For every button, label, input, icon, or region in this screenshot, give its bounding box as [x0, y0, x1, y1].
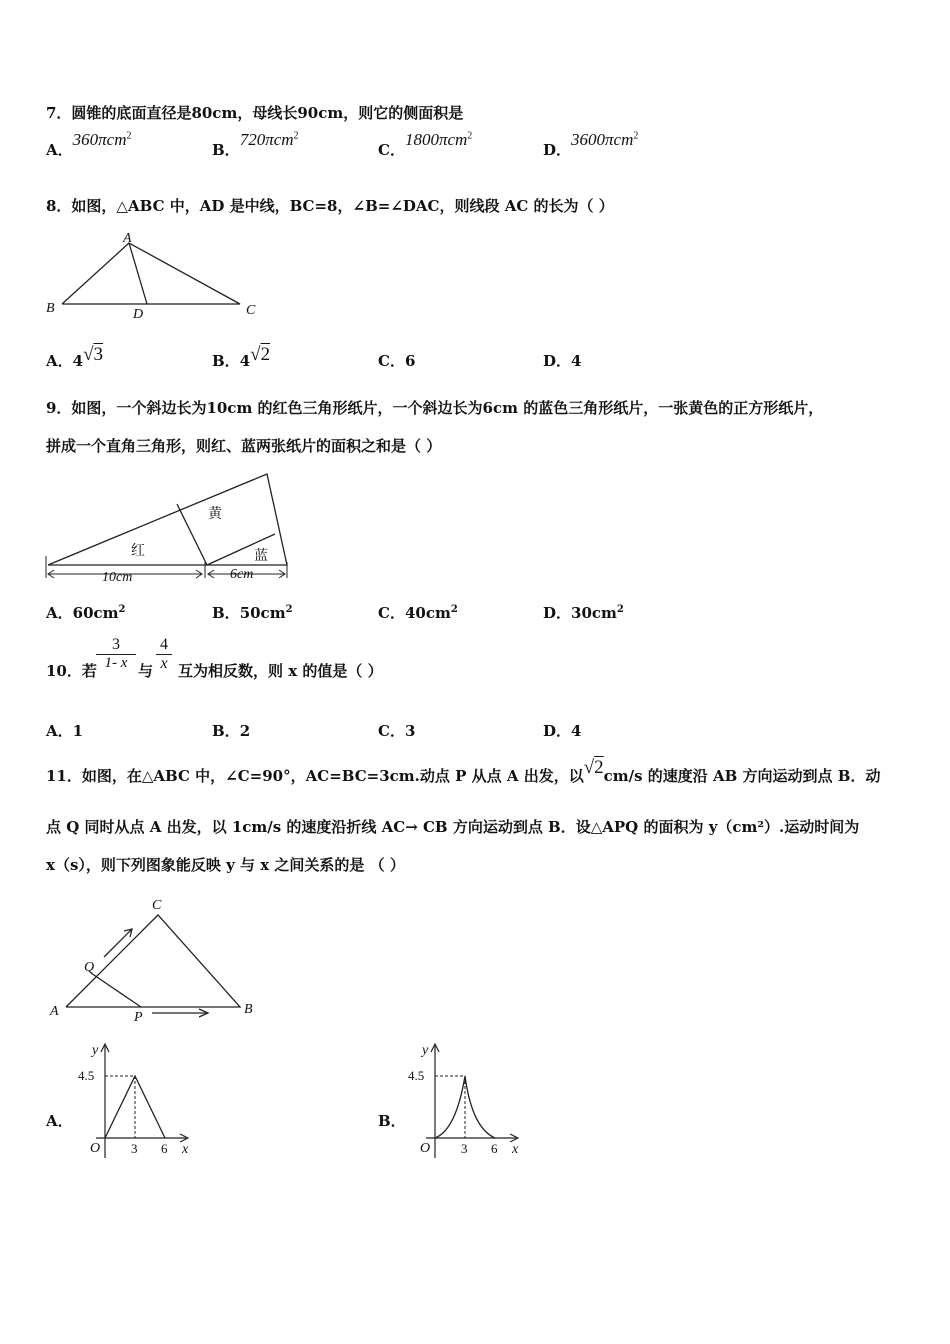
q10-option-b-value: 2 [239, 722, 251, 740]
q10-mid: 与 [138, 662, 154, 680]
q10-fraction-1-numerator: 3 [112, 636, 120, 653]
q10-option-a-label: A． [46, 722, 73, 740]
q7-option-b-label: B． [212, 141, 240, 159]
q11-graph-b-x1: 3 [461, 1141, 468, 1156]
q10-fraction-1-denominator: 1- x [96, 654, 136, 672]
q7-option-d-label: D． [543, 141, 572, 159]
q9-option-a-sup: 2 [118, 604, 126, 615]
q11-graph-a-x2: 6 [161, 1141, 168, 1156]
q11-graph-a-origin: O [90, 1141, 101, 1156]
q11-line2: 点 Q 同时从点 A 出发，以 1cm/s 的速度沿折线 AC→ CB 方向运动到点 B．设△APQ 的面积为 y（cm²）.运动时间为 [46, 818, 860, 836]
q11-root-sign: √ [583, 757, 595, 778]
q8-label-b: B [46, 301, 55, 316]
q8-option-b-root-sign: √ [250, 344, 261, 365]
q11-graph-b-ymax: 4.5 [408, 1068, 425, 1083]
q10-fraction-1 [96, 636, 136, 672]
q7-option-c-label: C． [378, 141, 405, 159]
q9-option-d-label: D． [543, 604, 572, 622]
q8-option-c[interactable] [378, 350, 415, 371]
q9-label-len1: 10cm [102, 570, 133, 585]
q11-graph-b-x-axis: x [512, 1142, 519, 1157]
q8-option-b[interactable] [212, 344, 271, 372]
q11-triangle-figure [44, 895, 274, 1025]
q7-option-c-sup: 2 [467, 130, 473, 142]
q8-label-a: A [123, 231, 132, 246]
q10-option-d-label: D． [543, 722, 572, 740]
q11-graph-b-y-axis: y [422, 1043, 429, 1058]
q10-option-b[interactable] [212, 720, 250, 741]
q8-option-a-label: A． [46, 352, 73, 370]
q11-label-p: P [134, 1010, 143, 1025]
q7-option-d[interactable] [543, 130, 639, 160]
q9-option-d-value: 30cm [571, 604, 617, 622]
q10-option-c[interactable] [378, 720, 415, 741]
q10-option-b-label: B． [212, 722, 240, 740]
q7-option-b-value: 720πcm [239, 130, 294, 149]
q11-label-c: C [152, 898, 162, 913]
q9-option-d[interactable] [543, 602, 624, 623]
q8-option-b-value: 4 [239, 352, 251, 370]
q9-option-a[interactable] [46, 602, 126, 623]
q11-line1-b: cm/s 的速度沿 AB 方向运动到点 B．动 [603, 767, 881, 785]
q10-fraction-2-numerator: 4 [160, 636, 168, 653]
q7-option-b[interactable] [212, 130, 299, 160]
q10-option-c-value: 3 [404, 722, 416, 740]
q11-option-a-label[interactable]: A． [46, 1112, 73, 1130]
q11-label-q: Q [84, 960, 95, 975]
q9-label-yellow: 黄 [208, 506, 222, 522]
q11-label-a: A [50, 1004, 59, 1019]
q9-label-red: 红 [131, 543, 145, 559]
q8-option-b-root: 2 [260, 344, 271, 365]
q11-line1-a: 11．如图，在△ABC 中，∠C=90°，AC=BC=3cm.动点 P 从点 A 出发，以 [46, 767, 584, 785]
q10-fraction-2-denominator: x [156, 654, 172, 673]
q9-option-c-value: 40cm [404, 604, 451, 622]
q7-option-a-value: 360πcm [72, 130, 127, 149]
q10-option-a[interactable] [46, 720, 83, 741]
q8-option-d[interactable] [543, 350, 581, 371]
q9-option-c-sup: 2 [450, 604, 458, 615]
q10-option-c-label: C． [378, 722, 405, 740]
q8-option-b-label: B． [212, 352, 240, 370]
q8-option-a-value: 4 [72, 352, 84, 370]
q11-graph-a [76, 1040, 206, 1160]
q8-option-c-label: C． [378, 352, 405, 370]
q8-option-d-value: 4 [571, 352, 582, 370]
q7-option-c[interactable] [378, 130, 473, 160]
q7-option-a-label: A． [46, 141, 73, 159]
q9-label-len2: 6cm [230, 567, 254, 582]
q11-graph-a-y-axis: y [92, 1043, 99, 1058]
q8-option-a-root-sign: √ [83, 344, 94, 365]
q8-stem: 8．如图，△ABC 中，AD 是中线，BC=8，∠B=∠DAC，则线段 AC 的长为（ ） [46, 197, 614, 215]
q9-option-c-label: C． [378, 604, 405, 622]
q10-option-d[interactable] [543, 720, 581, 741]
q9-option-d-sup: 2 [616, 604, 624, 615]
q11-graph-b-x2: 6 [491, 1141, 498, 1156]
q11-root: 2 [594, 757, 604, 778]
q9-stem-line1: 9．如图，一个斜边长为10cm 的红色三角形纸片，一个斜边长为6cm 的蓝色三角形纸片，一张黄色的正方形纸片， [46, 399, 824, 417]
q11-option-b-label[interactable]: B． [378, 1112, 406, 1130]
q11-graph-b-origin: O [420, 1141, 431, 1156]
q9-option-b-value: 50cm [239, 604, 286, 622]
q8-option-a-root: 3 [93, 344, 104, 365]
q10-suffix: 互为相反数，则 x 的值是（ ） [178, 662, 383, 680]
q7-option-c-value: 1800πcm [404, 130, 468, 149]
q8-label-d: D [133, 307, 144, 322]
q10-option-d-value: 4 [571, 722, 582, 740]
q9-option-a-value: 60cm [72, 604, 119, 622]
q11-label-b: B [244, 1002, 253, 1017]
q10-prefix: 10．若 [46, 662, 97, 680]
q7-option-d-sup: 2 [633, 130, 639, 142]
q7-stem: 7．圆锥的底面直径是80cm，母线长90cm，则它的侧面积是 [46, 104, 464, 122]
q11-graph-a-x-axis: x [182, 1142, 189, 1157]
q8-option-c-value: 6 [404, 352, 416, 370]
q9-stem-line2: 拼成一个直角三角形，则红、蓝两张纸片的面积之和是（ ） [46, 437, 442, 455]
q8-triangle-figure [40, 228, 260, 323]
q11-graph-a-x1: 3 [131, 1141, 138, 1156]
q9-paper-figure [42, 470, 292, 585]
q11-line1 [46, 757, 881, 786]
q7-option-d-value: 3600πcm [571, 130, 634, 149]
q8-label-c: C [246, 303, 256, 318]
q7-option-a-sup: 2 [126, 130, 132, 142]
q9-option-b-sup: 2 [285, 604, 293, 615]
q9-option-c[interactable] [378, 602, 458, 623]
q8-option-d-label: D． [543, 352, 572, 370]
q9-option-b[interactable] [212, 602, 293, 623]
q9-option-b-label: B． [212, 604, 240, 622]
q7-option-a[interactable] [46, 130, 132, 160]
q10-option-a-value: 1 [72, 722, 84, 740]
q9-option-a-label: A． [46, 604, 73, 622]
q7-option-b-sup: 2 [293, 130, 299, 142]
q11-line3: x（s），则下列图象能反映 y 与 x 之间关系的是 （ ） [46, 856, 405, 874]
q10-fraction-2 [156, 636, 172, 673]
q11-graph-b [406, 1040, 536, 1160]
q9-label-blue: 蓝 [254, 548, 268, 564]
q11-graph-a-ymax: 4.5 [78, 1068, 95, 1083]
q8-option-a[interactable] [46, 344, 104, 372]
